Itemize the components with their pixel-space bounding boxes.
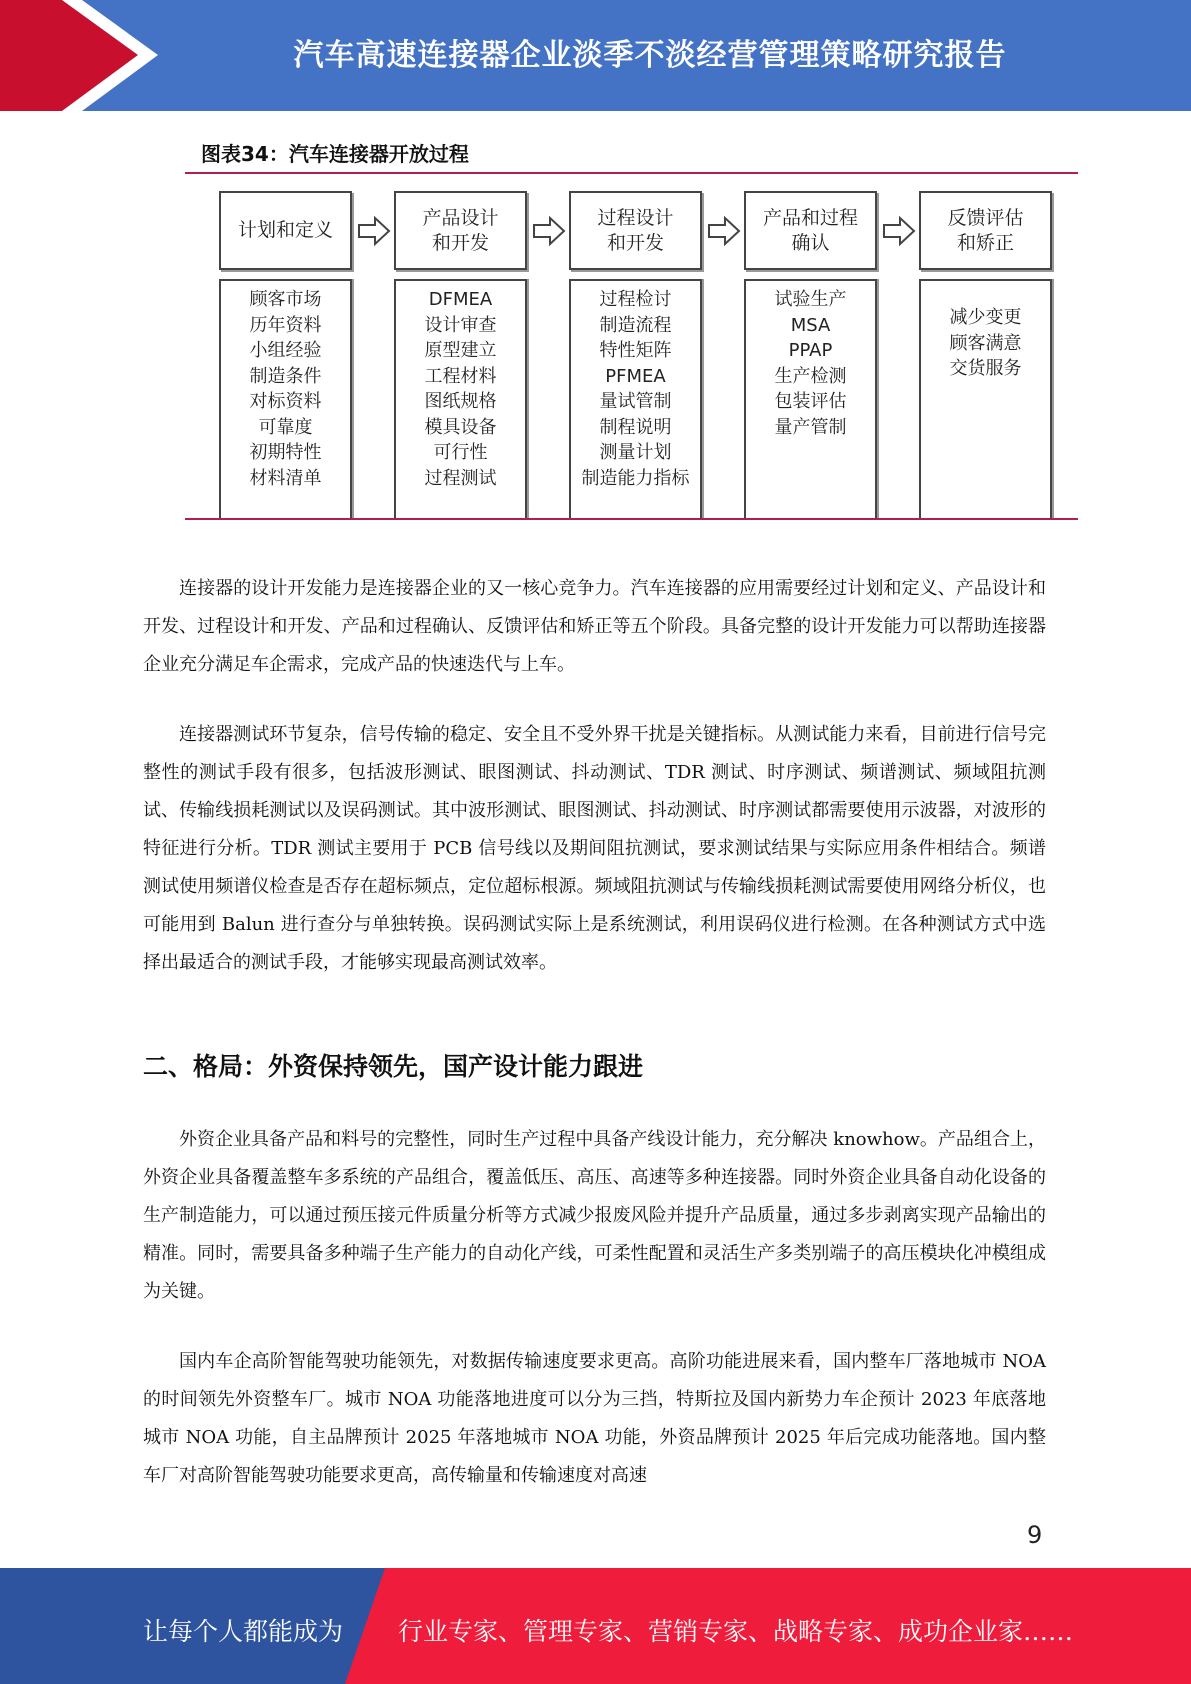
stage-item: 图纸规格 [424,391,497,412]
figure-bottom-rule [185,518,1078,520]
stage-item: 模具设备 [424,416,497,438]
stage-item: 过程检讨 [599,289,672,310]
figure-connector-development-process [185,136,1078,521]
page-header [0,0,1191,111]
stage-item: MSA [790,314,831,336]
stage-4-title: 产品和过程 确认 [744,191,877,270]
stage-item: 历年资料 [249,314,322,336]
stage-item: 制造流程 [599,314,672,336]
stage-item: DFMEA [428,289,493,310]
arrow-right-icon [882,216,916,246]
paragraph-domestic-oems: 国内车企高阶智能驾驶功能领先，对数据传输速度要求更高。高阶功能进展来看，国内整车厂落地城市 NOA 的时间领先外资整车厂。城市 NOA 功能落地进度可以分为三挡，特斯拉及国内新势力车企预计 2023 年底落地城市 NOA 功能，自主品牌预计 2025 年落地城市 NOA 功能，外资品牌预计 2025 年后完成功能落地。国内整车厂对高阶智能驾驶功能要求更高，高传输量和传输速度对高速 [143,1351,1046,1486]
stage-5-items [919,279,1052,519]
stage-1-title: 计划和定义 [219,191,352,270]
stage-item: 过程测试 [424,467,497,489]
stage-item: 工程材料 [424,365,497,387]
paragraph-testing: 连接器测试环节复杂，信号传输的稳定、安全且不受外界干扰是关键指标。从测试能力来看，目前进行信号完整性的测试手段有很多，包括波形测试、眼图测试、抖动测试、TDR 测试、时序测试、频谱测试、频域阻抗测试、传输线损耗测试以及误码测试。其中波形测试、眼图测试、抖动测试、时序测试都需要使用示波器，对波形的特征进行分析。TDR 测试主要用于 PCB 信号线以及期间阻抗测试，要求测试结果与实际应用条件相结合。频谱测试使用频谱仪检查是否存在超标频点，定位超标根源。频域阻抗测试与传输线损耗测试需要使用网络分析仪，也可能用到 Balun 进行查分与单独转换。误码测试实际上是系统测试，利用误码仪进行检测。在各种测试方式中选择出最适合的测试手段，才能够实现最高测试效率。 [143,724,1046,973]
paragraph-foreign-firms: 外资企业具备产品和料号的完整性，同时生产过程中具备产线设计能力，充分解决 knowhow。产品组合上，外资企业具备覆盖整车多系统的产品组合，覆盖低压、高压、高速等多种连接器。同时外资企业具备自动化设备的生产制造能力，可以通过预压接元件质量分析等方式减少报废风险并提升产品质量，通过多步剥离实现产品输出的精准。同时，需要具备多种端子生产能力的自动化产线，可柔性配置和灵活生产多类别端子的高压模块化冲模组成为关键。 [143,1129,1046,1302]
stage-item: PPAP [788,340,833,361]
stage-3-items [569,279,702,519]
footer-slogan-right: 行业专家、管理专家、营销专家、战略专家、成功企业家…… [398,1617,1074,1646]
stage-2-items [394,279,527,519]
stage-item: 特性矩阵 [599,340,672,361]
stage-item: 测量计划 [599,442,672,463]
footer-slogan-left: 让每个人都能成为 [143,1617,344,1646]
stage-item: 试验生产 [774,289,847,310]
stage-item: 生产检测 [774,365,847,387]
section-heading: 二、格局：外资保持领先，国产设计能力跟进 [143,1052,644,1081]
stage-item: 顾客市场 [249,289,322,310]
figure-top-rule [185,172,1078,174]
page-footer [0,1568,1191,1684]
stage-2-title: 产品设计 和开发 [394,191,527,270]
stage-item: 顾客满意 [949,332,1022,354]
stage-item: 制程说明 [599,416,672,438]
stage-item: 可行性 [433,442,488,463]
stage-item: 量试管制 [599,391,672,412]
stage-item: 包装评估 [774,391,847,412]
stage-1-items [219,279,352,519]
stage-item: 可靠度 [258,416,313,438]
stage-item: PFMEA [605,365,666,387]
arrow-right-icon [707,216,741,246]
stage-item: 制造条件 [249,365,322,387]
stage-item: 减少变更 [949,307,1022,328]
stage-item: 原型建立 [424,340,497,361]
stage-item: 量产管制 [774,416,847,438]
stage-5-title: 反馈评估 和矫正 [919,191,1052,270]
report-title: 汽车高速连接器企业淡季不淡经营管理策略研究报告 [293,38,1007,73]
stage-item: 小组经验 [249,340,322,361]
figure-title: 图表34：汽车连接器开放过程 [201,142,469,166]
stage-item: 设计审查 [424,314,497,336]
stage-item: 对标资料 [249,391,322,412]
stage-4-items [744,279,877,519]
paragraph-design-capability: 连接器的设计开发能力是连接器企业的又一核心竞争力。汽车连接器的应用需要经过计划和定义、产品设计和开发、过程设计和开发、产品和过程确认、反馈评估和矫正等五个阶段。具备完整的设计开发能力可以帮助连接器企业充分满足车企需求，完成产品的快速迭代与上车。 [143,578,1046,675]
stage-item: 初期特性 [249,442,322,463]
arrow-right-icon [532,216,566,246]
stage-item: 交货服务 [949,358,1022,379]
header-red-chevron [0,0,138,111]
page-number: 9 [1027,1521,1043,1549]
stage-item: 材料清单 [249,467,322,489]
stage-item: 制造能力指标 [581,467,690,489]
arrow-right-icon [357,216,391,246]
stage-3-title: 过程设计 和开发 [569,191,702,270]
